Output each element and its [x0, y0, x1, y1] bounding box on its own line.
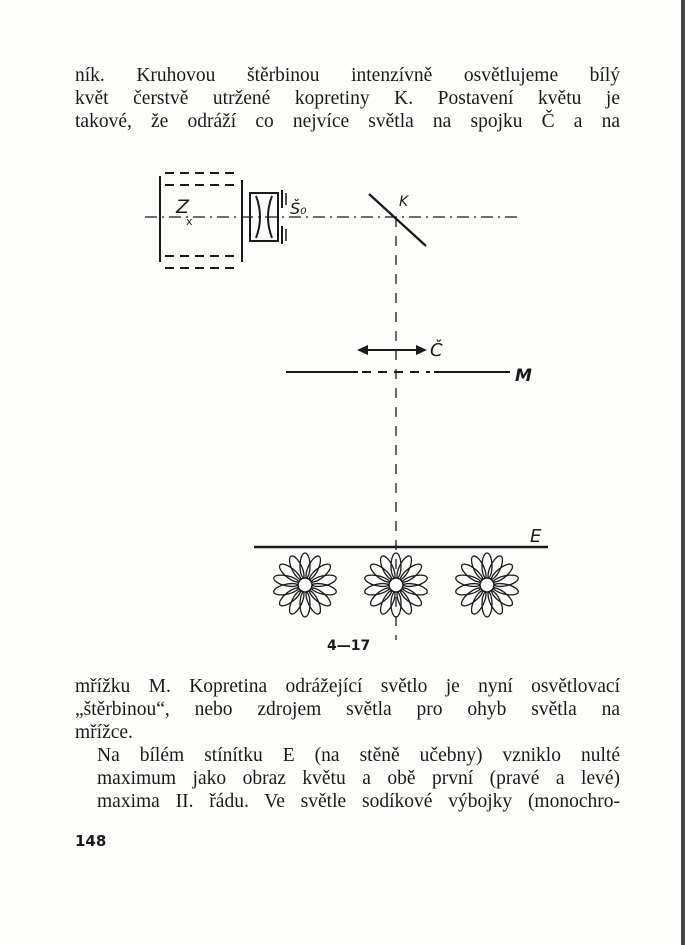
lens-arrow-left — [357, 345, 368, 355]
label-E: E — [530, 526, 542, 547]
daisy-image-1 — [273, 553, 338, 617]
label-C: Č — [430, 340, 443, 361]
lens-arrow-right — [416, 345, 427, 355]
daisy-center — [298, 578, 312, 592]
paragraph-screen — [75, 744, 620, 813]
text-line: květ čerstvě utržené kopretiny K. Postavení květu je — [75, 88, 620, 109]
daisy-center — [480, 578, 494, 592]
label-S0: Š₀ — [290, 199, 307, 218]
text-line: Na bílém stínítku E (na stěně učebny) vzniklo nulté — [97, 745, 620, 766]
paragraph-grating — [75, 675, 620, 744]
text-line: maximum jako obraz květu a obě první (pravé a levé) — [97, 768, 620, 789]
text-line: ník. Kruhovou štěrbinou intenzívně osvětlujeme bílý — [75, 65, 620, 86]
text-line: mřížku M. Kopretina odrážející světlo je nyní osvětlovací — [75, 676, 620, 697]
page-edge-shadow — [681, 0, 685, 945]
daisy-center — [389, 578, 403, 592]
figure-caption: 4—17 — [327, 638, 371, 654]
label-M: M — [515, 366, 532, 386]
text-line: „štěrbinou“, nebo zdrojem světla pro ohyb světla na — [75, 699, 620, 720]
flower-reflector-K — [369, 194, 426, 246]
label-K: K — [399, 194, 409, 210]
label-source-x: x — [186, 215, 193, 228]
text-line: mřížce. — [75, 722, 133, 743]
text-line: maxima II. řádu. Ve světle sodíkové výbojky (monochro- — [97, 791, 620, 812]
daisy-image-3 — [455, 553, 520, 617]
page-number: 148 — [75, 832, 107, 850]
text-line: takové, že odráží co nejvíce světla na spojku Č a na — [75, 111, 620, 132]
label-Z: Z — [176, 196, 190, 218]
